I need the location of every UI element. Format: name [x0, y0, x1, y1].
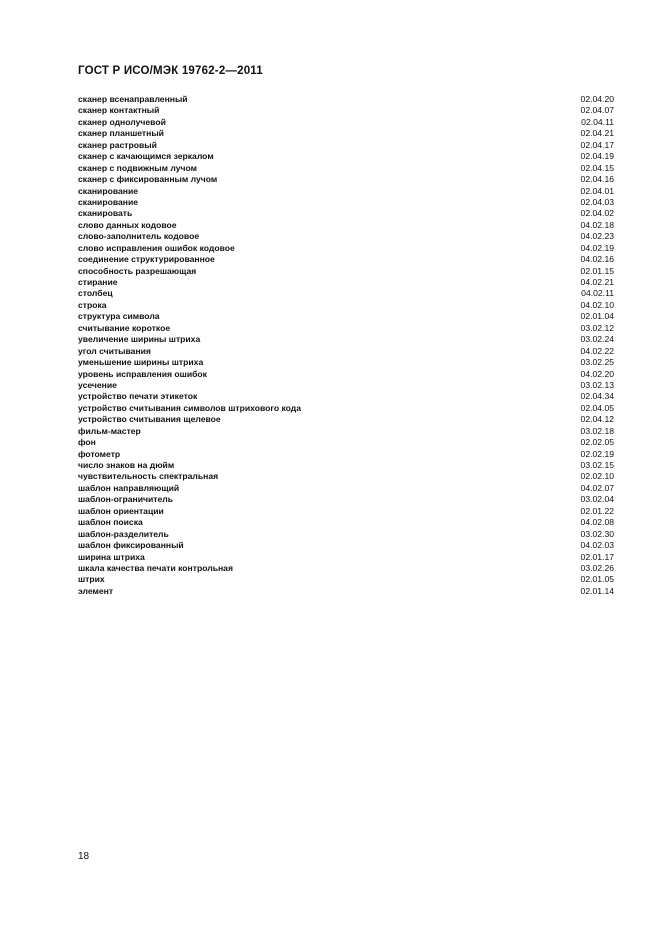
index-entry	[78, 151, 614, 162]
index-term: уменьшение ширины штриха	[78, 357, 204, 368]
index-code: 02.01.22	[580, 505, 614, 516]
index-term: ширина штриха	[78, 551, 145, 562]
index-code: 02.04.11	[581, 116, 614, 127]
index-code: 02.01.15	[580, 265, 614, 276]
index-entry	[78, 437, 614, 448]
index-term: шаблон поиска	[78, 517, 143, 528]
index-term: устройство считывания символов штрихового кода	[78, 402, 302, 413]
index-code: 02.01.17	[580, 551, 614, 562]
index-term: усечение	[78, 379, 117, 390]
index-entry	[78, 208, 614, 219]
index-code: 03.02.13	[580, 379, 614, 390]
index-entry	[78, 403, 614, 414]
index-term: увеличение ширины штриха	[78, 334, 201, 345]
index-code: 02.02.19	[580, 448, 614, 459]
index-entry	[78, 391, 614, 402]
index-entry	[78, 334, 614, 345]
index-entry	[78, 506, 614, 517]
index-code: 04.02.18	[580, 219, 614, 230]
index-entry	[78, 460, 614, 471]
index-term: сканер всенаправленный	[78, 94, 188, 104]
index-entry	[78, 140, 614, 151]
index-code: 04.02.19	[580, 242, 614, 253]
index-entry	[78, 266, 614, 277]
index-entry	[78, 494, 614, 505]
index-term: сканер с подвижным лучом	[78, 162, 197, 173]
index-entry	[78, 128, 614, 139]
index-term: соединение структурированное	[78, 254, 215, 265]
index-term: шкала качества печати контрольная	[78, 562, 233, 573]
index-term: шаблон фиксированный	[78, 540, 184, 551]
index-term: элемент	[78, 585, 114, 596]
index-code: 04.02.03	[580, 540, 614, 551]
index-code: 04.02.22	[580, 345, 614, 356]
index-code: 03.02.30	[580, 528, 614, 539]
index-term: шаблон направляющий	[78, 482, 180, 493]
index-code: 02.04.19	[580, 151, 614, 162]
index-entry	[78, 346, 614, 357]
index-term: слово исправления ошибок кодовое	[78, 242, 235, 253]
index-entry	[78, 563, 614, 574]
index-term: фон	[78, 437, 96, 448]
index-entry	[78, 414, 614, 425]
index-term: уровень исправления ошибок	[78, 368, 207, 379]
index-entry	[78, 552, 614, 563]
index-entry	[78, 300, 614, 311]
index-term: устройство считывания щелевое	[78, 414, 221, 425]
index-term: угол считывания	[78, 345, 151, 356]
index-entry	[78, 174, 614, 185]
document-header: ГОСТ Р ИСО/МЭК 19762-2—2011	[78, 65, 263, 77]
index-entry	[78, 94, 614, 105]
term-index-list	[78, 94, 614, 597]
index-term: сканер контактный	[78, 105, 160, 116]
index-term: сканер растровый	[78, 139, 157, 150]
index-entry	[78, 357, 614, 368]
index-entry	[78, 117, 614, 128]
index-entry	[78, 517, 614, 528]
index-term: сканер планшетный	[78, 128, 164, 139]
index-code: 03.02.04	[580, 494, 614, 505]
index-term: строка	[78, 299, 107, 310]
index-code: 02.04.03	[580, 196, 614, 207]
index-entry	[78, 449, 614, 460]
index-entry	[78, 586, 614, 597]
index-code: 04.02.08	[580, 517, 614, 528]
index-code: 02.04.15	[580, 162, 614, 173]
index-code: 04.02.07	[580, 482, 614, 493]
index-term: сканирование	[78, 196, 139, 207]
index-entry	[78, 471, 614, 482]
page-number: 18	[78, 851, 90, 862]
index-entry	[78, 574, 614, 585]
index-code: 02.04.05	[580, 402, 614, 413]
index-term: столбец	[78, 288, 113, 299]
index-entry	[78, 529, 614, 540]
index-entry	[78, 243, 614, 254]
index-entry	[78, 483, 614, 494]
index-code: 03.02.12	[580, 322, 614, 333]
index-term: слово данных кодовое	[78, 219, 177, 230]
index-term: стирание	[78, 277, 118, 287]
index-entry	[78, 105, 614, 116]
index-term: фотометр	[78, 448, 121, 459]
index-code: 02.04.34	[580, 391, 614, 402]
index-term: число знаков на дюйм	[78, 460, 175, 470]
index-entry	[78, 277, 614, 288]
index-code: 02.04.02	[580, 208, 614, 219]
index-entry	[78, 254, 614, 265]
index-code: 03.02.18	[580, 425, 614, 436]
index-term: слово-заполнитель кодовое	[78, 231, 200, 242]
index-entry	[78, 380, 614, 391]
index-code: 02.04.20	[580, 94, 614, 104]
index-term: структура символа	[78, 311, 160, 322]
index-entry	[78, 323, 614, 334]
index-code: 02.04.01	[580, 185, 614, 196]
index-entry	[78, 197, 614, 208]
index-entry	[78, 288, 614, 299]
index-entry	[78, 186, 614, 197]
index-entry	[78, 426, 614, 437]
index-entry	[78, 369, 614, 380]
index-entry	[78, 540, 614, 551]
index-term: устройство печати этикеток	[78, 391, 198, 402]
index-term: чувствительность спектральная	[78, 471, 219, 482]
index-term: сканер с качающимся зеркалом	[78, 151, 214, 162]
index-code: 02.02.10	[580, 471, 614, 482]
index-code: 03.02.15	[580, 460, 614, 470]
index-term: сканирование	[78, 185, 139, 196]
index-code: 04.02.11	[581, 288, 614, 299]
index-code: 02.02.05	[580, 437, 614, 448]
index-code: 04.02.10	[580, 299, 614, 310]
index-term: штрих	[78, 574, 105, 585]
index-code: 03.02.24	[580, 334, 614, 345]
index-code: 03.02.25	[580, 357, 614, 368]
index-code: 02.04.21	[580, 128, 614, 139]
index-term: сканировать	[78, 208, 133, 219]
index-term: сканер с фиксированным лучом	[78, 174, 218, 185]
index-entry	[78, 231, 614, 242]
index-entry	[78, 163, 614, 174]
index-code: 02.04.16	[580, 174, 614, 185]
index-code: 02.04.12	[580, 414, 614, 425]
index-term: шаблон-ограничитель	[78, 494, 174, 505]
index-entry	[78, 220, 614, 231]
index-entry	[78, 311, 614, 322]
index-term: фильм-мастер	[78, 425, 141, 436]
index-term: шаблон ориентации	[78, 505, 164, 516]
index-term: шаблон-разделитель	[78, 528, 169, 539]
index-code: 02.04.07	[580, 105, 614, 116]
index-code: 02.01.05	[580, 574, 614, 585]
index-code: 03.02.26	[580, 562, 614, 573]
index-term: считывание короткое	[78, 322, 171, 333]
index-code: 04.02.20	[580, 368, 614, 379]
index-code: 02.01.14	[580, 585, 614, 596]
index-code: 04.02.23	[580, 231, 614, 242]
index-code: 04.02.21	[580, 277, 614, 287]
index-code: 02.01.04	[580, 311, 614, 322]
index-term: сканер однолучевой	[78, 116, 166, 127]
index-code: 02.04.17	[580, 139, 614, 150]
index-code: 04.02.16	[580, 254, 614, 265]
index-term: способность разрешающая	[78, 265, 197, 276]
